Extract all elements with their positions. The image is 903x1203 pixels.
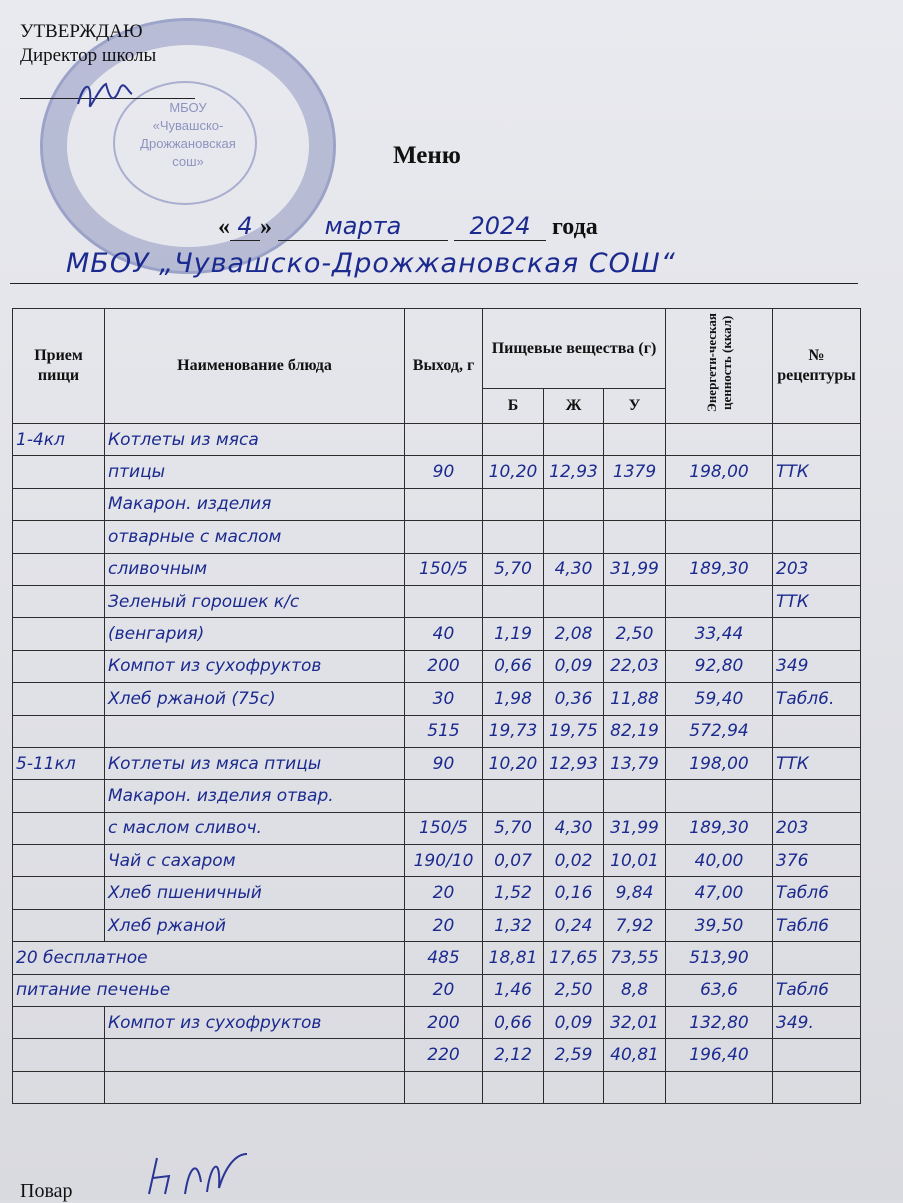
cell-carbs: 11,88 [604,683,666,715]
cell-dish: Макарон. изделия отвар. [105,780,405,812]
table-row [13,1071,861,1103]
cell-recipe: Табл6 [773,909,861,941]
cell-meal [13,683,105,715]
cell-output: 20 [405,909,483,941]
date-row [218,212,598,241]
cell-protein: 1,19 [483,618,544,650]
cell-meal [13,650,105,682]
cell-output: 20 [405,974,483,1006]
cell-protein: 5,70 [483,553,544,585]
cell-energy [666,521,773,553]
date-quote-close: » [260,214,272,240]
cell-energy: 198,00 [666,456,773,488]
cell-protein: 18,81 [483,942,544,974]
cell-output: 20 [405,877,483,909]
cell-protein [483,780,544,812]
col-output: Выход, г [405,309,483,424]
cell-protein: 10,20 [483,456,544,488]
cell-energy: 189,30 [666,812,773,844]
cell-carbs: 32,01 [604,1007,666,1039]
table-row [13,683,861,715]
cell-meal [13,585,105,617]
cell-protein: 2,12 [483,1039,544,1071]
cell-fat: 12,93 [544,747,604,779]
cell-energy: 33,44 [666,618,773,650]
cell-meal [13,1007,105,1039]
cell-carbs [604,1071,666,1103]
cell-fat: 2,08 [544,618,604,650]
table-row [13,1039,861,1071]
cell-protein: 1,98 [483,683,544,715]
cell-fat [544,1071,604,1103]
cell-protein [483,424,544,456]
cell-recipe [773,488,861,520]
cell-dish: отварные с маслом [105,521,405,553]
cell-energy [666,780,773,812]
cell-recipe: 349. [773,1007,861,1039]
cell-fat: 2,50 [544,974,604,1006]
cell-fat [544,488,604,520]
cell-meal [13,456,105,488]
cell-meal [13,715,105,747]
cell-carbs: 31,99 [604,812,666,844]
date-year-suffix: года [552,214,598,240]
cell-recipe [773,780,861,812]
cell-dish: Компот из сухофруктов [105,650,405,682]
cell-carbs: 7,92 [604,909,666,941]
cell-dish: сливочным [105,553,405,585]
cell-energy: 59,40 [666,683,773,715]
date-month: марта [278,212,448,241]
cell-fat: 0,24 [544,909,604,941]
cell-dish: питание печенье [13,974,405,1006]
cell-output [405,780,483,812]
cell-protein: 1,32 [483,909,544,941]
cell-dish: 20 бесплатное [13,942,405,974]
cell-recipe: 203 [773,553,861,585]
cell-protein: 1,46 [483,974,544,1006]
cell-meal: 5-11кл [13,747,105,779]
table-row [13,942,861,974]
cell-carbs: 9,84 [604,877,666,909]
cell-output: 40 [405,618,483,650]
school-name: МБОУ „Чувашско-Дрожжановская СОШ“ [10,248,858,284]
cell-output: 485 [405,942,483,974]
table-row [13,780,861,812]
cell-meal [13,877,105,909]
cook-label: Повар [20,1180,73,1202]
cell-recipe: 349 [773,650,861,682]
date-quote-open: « [218,214,230,240]
cell-carbs: 13,79 [604,747,666,779]
cell-energy [666,488,773,520]
cell-energy: 47,00 [666,877,773,909]
cell-carbs [604,780,666,812]
cell-recipe: Табл6 [773,974,861,1006]
cell-energy [666,424,773,456]
cell-output [405,424,483,456]
cell-meal [13,780,105,812]
cell-recipe: 376 [773,845,861,877]
cell-dish: Макарон. изделия [105,488,405,520]
cell-fat: 4,30 [544,553,604,585]
cell-meal [13,812,105,844]
cell-protein: 5,70 [483,812,544,844]
table-row [13,618,861,650]
table-row [13,488,861,520]
page-title: Меню [393,142,461,169]
cell-meal [13,1071,105,1103]
approval-heading: УТВЕРЖДАЮ [20,21,143,42]
cell-recipe [773,1039,861,1071]
table-row [13,521,861,553]
col-carbs: У [604,389,666,424]
cell-dish: (венгария) [105,618,405,650]
cell-recipe [773,424,861,456]
cell-fat: 17,65 [544,942,604,974]
cell-dish [105,715,405,747]
cell-recipe: Табл6. [773,683,861,715]
cell-energy: 40,00 [666,845,773,877]
cell-carbs: 2,50 [604,618,666,650]
col-fat: Ж [544,389,604,424]
cook-signature [135,1148,265,1200]
table-row [13,747,861,779]
cell-protein [483,521,544,553]
table-row [13,553,861,585]
cell-output: 90 [405,456,483,488]
cell-dish: Хлеб пшеничный [105,877,405,909]
cell-recipe: Табл6 [773,877,861,909]
cell-output [405,521,483,553]
col-energy-label: Энергети-ческая ценность (ккал) [704,313,735,413]
cell-carbs: 73,55 [604,942,666,974]
cell-recipe [773,618,861,650]
cell-carbs [604,521,666,553]
cell-carbs: 10,01 [604,845,666,877]
col-dish: Наименование блюда [105,309,405,424]
cell-fat [544,521,604,553]
cell-protein: 19,73 [483,715,544,747]
cell-fat: 0,02 [544,845,604,877]
table-row [13,812,861,844]
cell-output: 150/5 [405,553,483,585]
cell-dish: Хлеб ржаной [105,909,405,941]
table-row [13,715,861,747]
cell-meal [13,845,105,877]
date-day: 4 [230,212,260,241]
cell-fat: 0,16 [544,877,604,909]
director-signature-line [20,68,195,99]
cell-energy: 572,94 [666,715,773,747]
table-row [13,424,861,456]
cell-dish: птицы [105,456,405,488]
cell-dish: с маслом сливоч. [105,812,405,844]
cell-energy: 189,30 [666,553,773,585]
table-row [13,877,861,909]
cell-dish [105,1039,405,1071]
cell-energy: 513,90 [666,942,773,974]
menu-rows [13,424,861,1104]
cell-fat: 2,59 [544,1039,604,1071]
cell-output: 220 [405,1039,483,1071]
cell-energy: 63,6 [666,974,773,1006]
table-row [13,585,861,617]
cell-meal [13,521,105,553]
cell-output: 200 [405,1007,483,1039]
cell-fat: 19,75 [544,715,604,747]
director-signature [70,74,140,119]
col-protein: Б [483,389,544,424]
cell-recipe [773,715,861,747]
table-row [13,909,861,941]
cell-meal [13,1039,105,1071]
cell-dish: Зеленый горошек к/с [105,585,405,617]
col-meal: Прием пищи [13,309,105,424]
cell-protein [483,585,544,617]
cell-recipe: ТТК [773,456,861,488]
table-row [13,456,861,488]
date-year: 2024 [454,212,546,241]
cell-dish: Хлеб ржаной (75с) [105,683,405,715]
cell-carbs: 31,99 [604,553,666,585]
col-recipe: № рецептуры [773,309,861,424]
cell-carbs: 1379 [604,456,666,488]
cell-carbs [604,424,666,456]
cell-recipe [773,942,861,974]
seal-text: МБОУ «Чувашско-Дрожжановская сош» [140,100,236,169]
cell-energy: 196,40 [666,1039,773,1071]
cell-protein: 0,66 [483,1007,544,1039]
cell-energy: 92,80 [666,650,773,682]
cell-energy: 198,00 [666,747,773,779]
cell-carbs: 40,81 [604,1039,666,1071]
table-row [13,650,861,682]
cell-fat [544,780,604,812]
approval-block [20,20,195,99]
cell-carbs [604,488,666,520]
cell-output: 150/5 [405,812,483,844]
cell-meal [13,618,105,650]
cell-carbs: 22,03 [604,650,666,682]
cell-fat: 0,36 [544,683,604,715]
cell-recipe [773,1071,861,1103]
cell-fat: 4,30 [544,812,604,844]
cell-protein: 0,66 [483,650,544,682]
cell-output: 515 [405,715,483,747]
cell-output: 190/10 [405,845,483,877]
cell-meal [13,553,105,585]
col-energy [666,309,773,424]
cell-protein: 1,52 [483,877,544,909]
cell-protein [483,488,544,520]
cell-output [405,488,483,520]
cell-dish: Котлеты из мяса птицы [105,747,405,779]
cell-fat: 0,09 [544,1007,604,1039]
cell-dish [105,1071,405,1103]
cell-recipe [773,521,861,553]
cell-protein: 10,20 [483,747,544,779]
cell-recipe: ТТК [773,747,861,779]
cell-meal [13,909,105,941]
cell-dish: Компот из сухофруктов [105,1007,405,1039]
cell-carbs: 8,8 [604,974,666,1006]
cell-energy [666,1071,773,1103]
table-row [13,845,861,877]
cell-fat [544,585,604,617]
cell-fat: 12,93 [544,456,604,488]
cell-meal [13,488,105,520]
cell-recipe: ТТК [773,585,861,617]
cell-energy [666,585,773,617]
cell-dish: Котлеты из мяса [105,424,405,456]
cell-energy: 39,50 [666,909,773,941]
cell-meal: 1-4кл [13,424,105,456]
cell-recipe: 203 [773,812,861,844]
table-row [13,974,861,1006]
menu-table [12,308,861,1104]
cell-fat: 0,09 [544,650,604,682]
cell-protein [483,1071,544,1103]
cell-fat [544,424,604,456]
cell-output [405,1071,483,1103]
cell-output: 200 [405,650,483,682]
cell-output [405,585,483,617]
table-row [13,1007,861,1039]
cell-dish: Чай с сахаром [105,845,405,877]
approval-position: Директор школы [20,45,157,66]
cell-output: 30 [405,683,483,715]
cell-protein: 0,07 [483,845,544,877]
cell-carbs [604,585,666,617]
cell-energy: 132,80 [666,1007,773,1039]
col-nutrients: Пищевые вещества (г) [483,309,666,389]
cell-carbs: 82,19 [604,715,666,747]
cell-output: 90 [405,747,483,779]
